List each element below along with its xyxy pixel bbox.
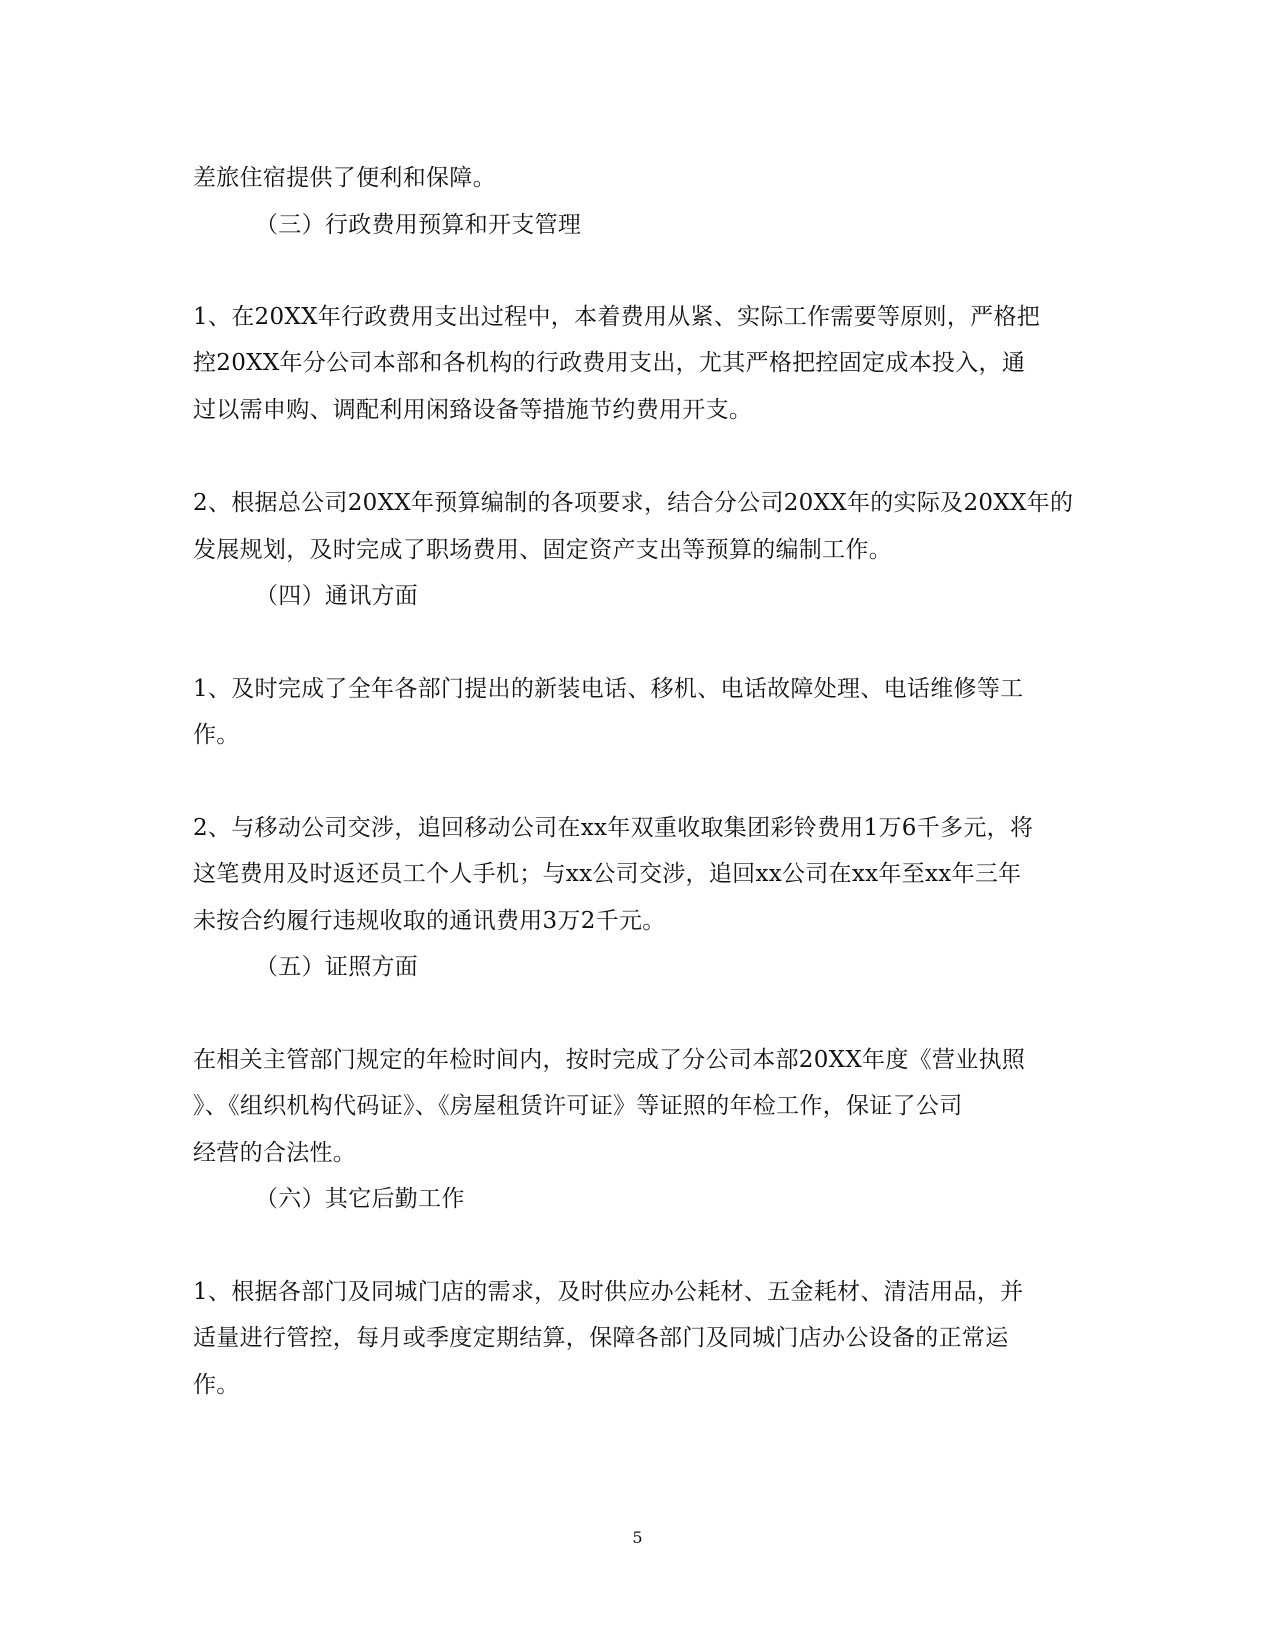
paragraph-line: 过以需申购、调配利用闲臵设备等措施节约费用开支。 <box>193 397 753 423</box>
page-number: 5 <box>632 1528 643 1547</box>
paragraph-line: 1、及时完成了全年各部门提出的新装电话、移机、电话故障处理、电话维修等工 <box>193 676 1024 702</box>
section-heading: （三）行政费用预算和开支管理 <box>255 212 582 238</box>
paragraph-line: 经营的合法性。 <box>193 1140 357 1166</box>
paragraph-line: 2、根据总公司20XX年预算编制的各项要求，结合分公司20XX年的实际及20XX年的 <box>193 490 1074 516</box>
paragraph-line: 2、与移动公司交涉，追回移动公司在xx年双重收取集团彩铃费用1万6千多元，将 <box>193 815 1034 841</box>
paragraph-line: 在相关主管部门规定的年检时间内，按时完成了分公司本部20XX年度《营业执照 <box>193 1047 1026 1073</box>
paragraph-line: 1、根据各部门及同城门店的需求，及时供应办公耗材、五金耗材、清洁用品，并 <box>193 1279 1024 1305</box>
paragraph-line: 1、在20XX年行政费用支出过程中，本着费用从紧、实际工作需要等原则，严格把 <box>193 304 1041 330</box>
section-heading: （六）其它后勤工作 <box>255 1186 465 1212</box>
paragraph-line: 发展规划，及时完成了职场费用、固定资产支出等预算的编制工作。 <box>193 537 892 563</box>
paragraph-line: 未按合约履行违规收取的通讯费用3万2千元。 <box>193 908 666 934</box>
paragraph-line: 适量进行管控，每月或季度定期结算，保障各部门及同城门店办公设备的正常运 <box>193 1325 1009 1351</box>
paragraph-line: 这笔费用及时返还员工个人手机；与xx公司交涉，追回xx公司在xx年至xx年三年 <box>193 861 1022 887</box>
paragraph-line: 控20XX年分公司本部和各机构的行政费用支出，尤其严格把控固定成本投入，通 <box>193 350 1026 376</box>
paragraph-line: 》、《组织机构代码证》、《房屋租赁许可证》等证照的年检工作，保证了公司 <box>193 1093 963 1119</box>
section-heading: （五）证照方面 <box>255 954 419 980</box>
section-heading: （四）通讯方面 <box>255 583 419 609</box>
paragraph-line: 作。 <box>193 1372 240 1398</box>
paragraph-line: 差旅住宿提供了便利和保障。 <box>193 165 496 191</box>
paragraph-line: 作。 <box>193 722 240 748</box>
